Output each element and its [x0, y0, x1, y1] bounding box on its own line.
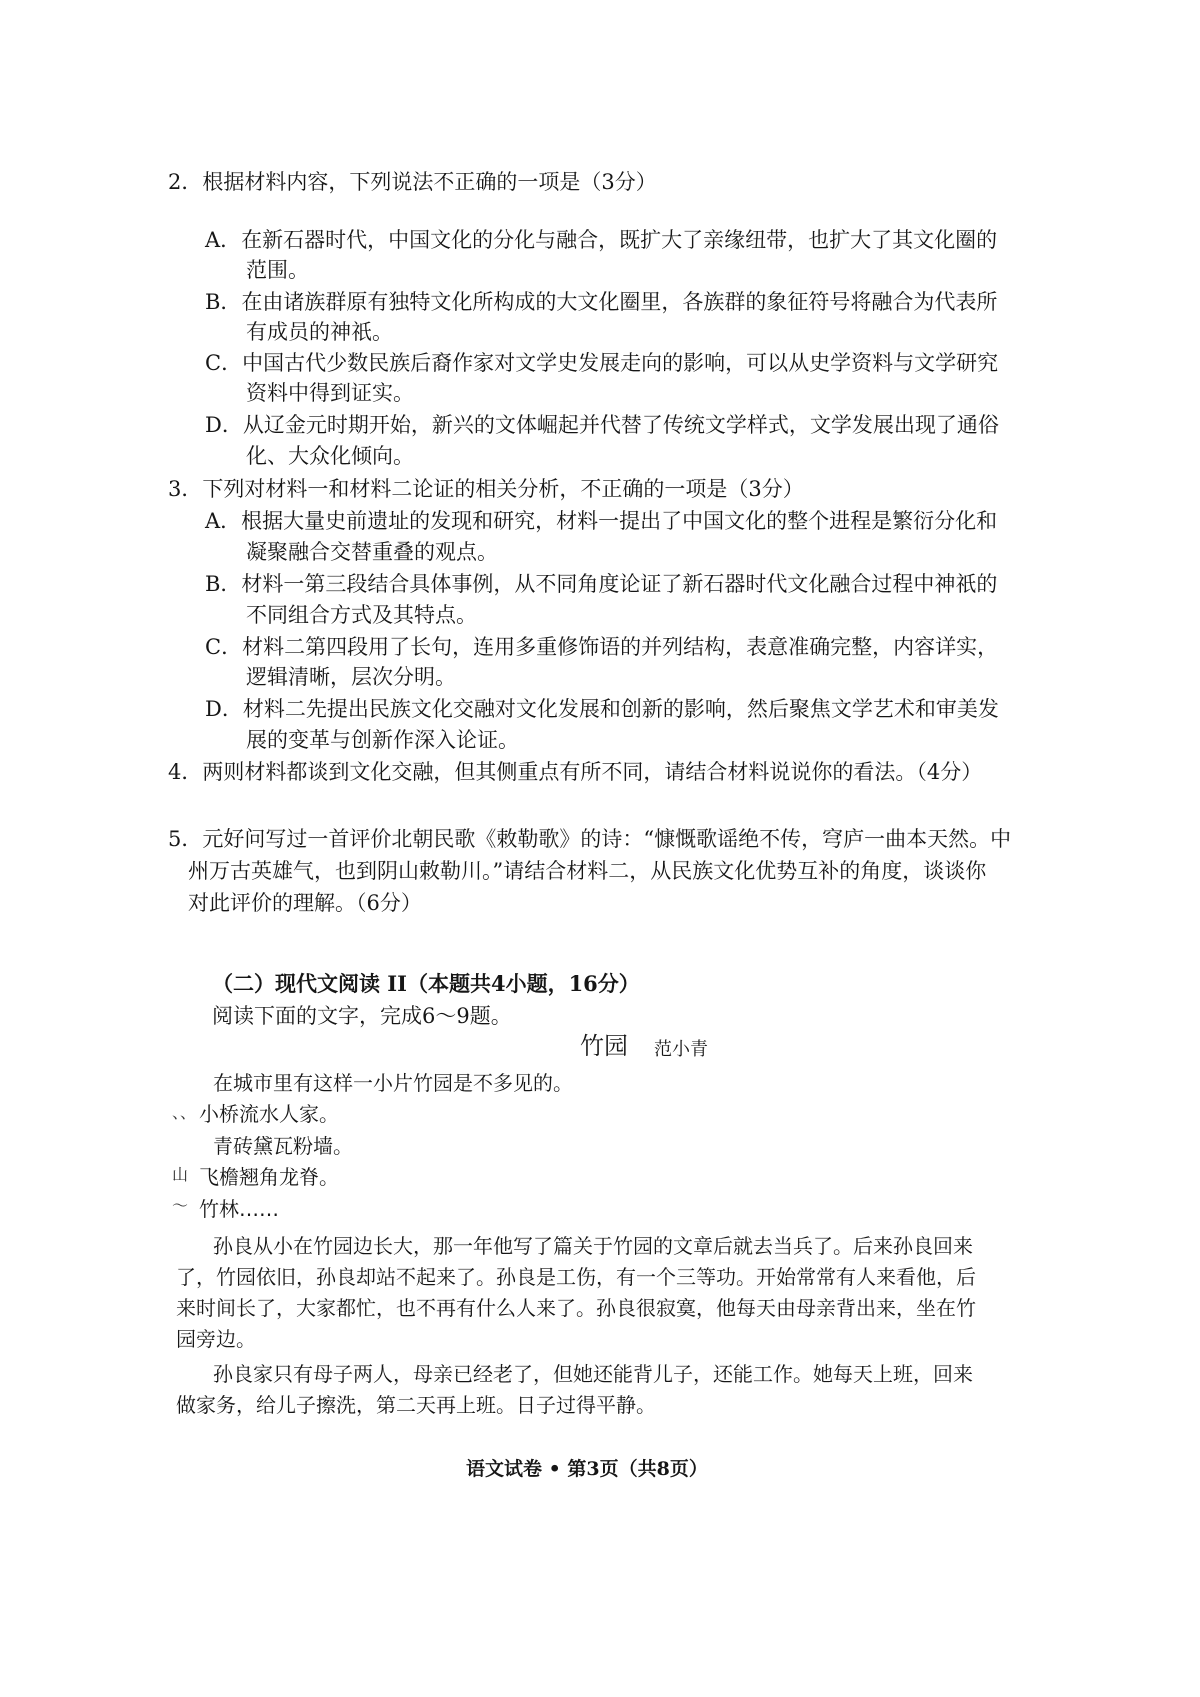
question-2-stem: 2．根据材料内容，下列说法不正确的一项是（3分） — [168, 170, 657, 194]
handwritten-mark-mountain: 山 — [172, 1165, 189, 1184]
story-line-2: 小桥流水人家。 — [199, 1102, 339, 1126]
question-2-option-d-cont: 化、大众化倾向。 — [246, 444, 414, 468]
story-para-1-line-1: 孙良从小在竹园边长大，那一年他写了篇关于竹园的文章后就去当兵了。后来孙良回来 — [213, 1234, 973, 1258]
story-line-3: 青砖黛瓦粉墙。 — [213, 1134, 353, 1158]
question-3-option-b: B．材料一第三段结合具体事例，从不同角度论证了新石器时代文化融合过程中神祇的 — [205, 572, 998, 596]
question-3-option-c-cont: 逻辑清晰，层次分明。 — [246, 665, 456, 689]
page-footer: 语文试卷 • 第3页（共8页） — [466, 1458, 708, 1480]
question-3-stem: 3．下列对材料一和材料二论证的相关分析，不正确的一项是（3分） — [168, 477, 804, 501]
question-3-option-a-cont: 凝聚融合交替重叠的观点。 — [246, 540, 498, 564]
section-title: （二）现代文阅读 II（本题共4小题，16分） — [212, 971, 640, 996]
section-instruction: 阅读下面的文字，完成6～9题。 — [212, 1004, 512, 1028]
question-3-option-d: D．材料二先提出民族文化交融对文化发展和创新的影响，然后聚焦文学艺术和审美发 — [205, 697, 999, 721]
story-para-2-line-2: 做家务，给儿子擦洗，第二天再上班。日子过得平静。 — [176, 1393, 656, 1417]
question-2-option-a-cont: 范围。 — [246, 258, 309, 282]
question-3-option-d-cont: 展的变革与创新作深入论证。 — [246, 728, 519, 752]
story-para-1-line-2: 了，竹园依旧，孙良却站不起来了。孙良是工伤，有一个三等功。开始常常有人来看他，后 — [176, 1265, 976, 1289]
question-2-option-c-cont: 资料中得到证实。 — [246, 381, 414, 405]
question-2-option-b: B．在由诸族群原有独特文化所构成的大文化圈里，各族群的象征符号将融合为代表所 — [205, 290, 998, 314]
story-line-4: 飞檐翘角龙脊。 — [199, 1165, 339, 1189]
story-author: 范小青 — [654, 1039, 708, 1060]
question-5-line-1: 5．元好问写过一首评价北朝民歌《敕勒歌》的诗：“慷慨歌谣绝不传，穹庐一曲本天然。中 — [168, 827, 1012, 851]
story-para-1-line-3: 来时间长了，大家都忙，也不再有什么人来了。孙良很寂寞，他每天由母亲背出来，坐在竹 — [176, 1296, 976, 1320]
question-2-option-c: C．中国古代少数民族后裔作家对文学史发展走向的影响，可以从史学资料与文学研究 — [205, 351, 999, 375]
handwritten-mark-wave: 〜 — [172, 1196, 189, 1215]
question-4-stem: 4．两则材料都谈到文化交融，但其侧重点有所不同，请结合材料说说你的看法。（4分） — [168, 760, 983, 784]
question-3-option-b-cont: 不同组合方式及其特点。 — [246, 603, 477, 627]
question-5-line-2: 州万古英雄气，也到阴山敕勒川。”请结合材料二，从民族文化优势互补的角度，谈谈你 — [188, 859, 987, 883]
question-2-option-b-cont: 有成员的神祇。 — [246, 320, 393, 344]
story-para-1-line-4: 园旁边。 — [176, 1327, 256, 1351]
story-line-1: 在城市里有这样一小片竹园是不多见的。 — [213, 1071, 573, 1095]
story-para-2-line-1: 孙良家只有母子两人，母亲已经老了，但她还能背儿子，还能工作。她每天上班，回来 — [213, 1362, 973, 1386]
question-5-line-3: 对此评价的理解。（6分） — [188, 891, 422, 915]
story-title: 竹园 — [580, 1032, 628, 1060]
handwritten-mark-dots: 、、 — [172, 1103, 197, 1122]
question-3-option-c: C．材料二第四段用了长句，连用多重修饰语的并列结构，表意准确完整，内容详实， — [205, 635, 999, 659]
question-2-option-a: A．在新石器时代，中国文化的分化与融合，既扩大了亲缘纽带，也扩大了其文化圈的 — [205, 228, 998, 252]
question-2-option-d: D．从辽金元时期开始，新兴的文体崛起并代替了传统文学样式，文学发展出现了通俗 — [205, 413, 999, 437]
story-line-5: 竹林…… — [199, 1197, 279, 1221]
question-3-option-a: A．根据大量史前遗址的发现和研究，材料一提出了中国文化的整个进程是繁衍分化和 — [205, 509, 998, 533]
